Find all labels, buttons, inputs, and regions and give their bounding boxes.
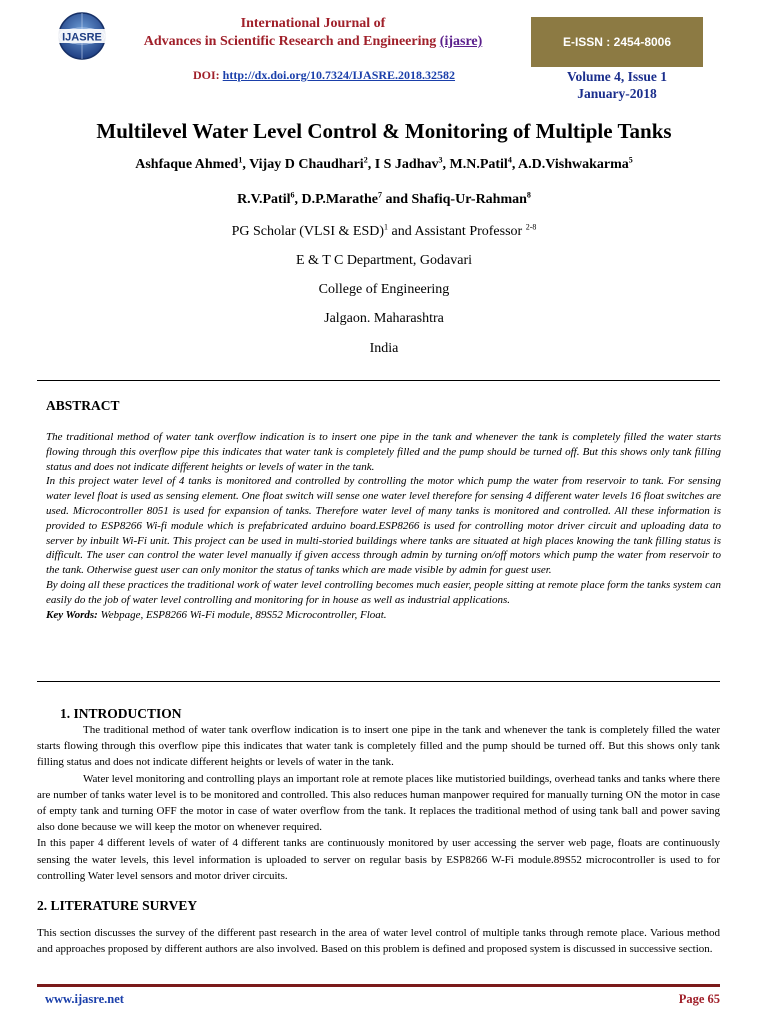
affiliation-roles: PG Scholar (VLSI & ESD)$^1$ and Assistant Professor $^{2-8}$	[231, 222, 537, 239]
authors-line-2: R.V.Patil$^6$, D.P.Marathe$^7$ and Shafiq-Ur-Rahman$^8$	[237, 190, 531, 207]
doi-line	[193, 68, 455, 83]
divider-bottom	[37, 681, 720, 682]
journal-abbr-link[interactable]: (ijasre)	[439, 34, 483, 49]
literature-body	[37, 925, 720, 957]
literature-heading: 2. LITERATURE SURVEY	[37, 898, 198, 913]
abstract-heading: ABSTRACT	[46, 398, 120, 413]
volume-info	[531, 68, 703, 102]
page-number: Page 65	[678, 992, 720, 1006]
affiliation-country: India	[369, 341, 399, 356]
introduction-heading: 1. INTRODUCTION	[60, 706, 182, 721]
volume-issue: Volume 4, Issue 1	[566, 69, 668, 84]
abstract-paragraph: In this project water level of 4 tanks is monitored and controlled by controlling the motor which pump the water from reservoir to tank. For sensing water level float is used as sensing element. One float switch will sense one water level therefore for sensing 4 different water levels 16 float switches are used. Microcontroller 8051 is used for expansion of tanks. Therefore water level of many tanks is monitored and controlled. All these information is provided to ESP8266 Wi-fi module which is prefabricated arduino board.ESP8266 is used for controlling motor driver circuit and uploading data to server by inbuilt Wi-Fi unit. This project can be used in multi-storied buildings where tanks are situated at high places knowing the tank filling status is difficult. The user can control the water level manually if given access through admin by turning on/off motors which pump the water from reservoir to the tank. Otherwise guest user can only monitor the status of tanks which are made visible by admin for guest user.	[46, 475, 721, 577]
keywords	[46, 608, 721, 623]
paper-title: Multilevel Water Level Control & Monitoring of Multiple Tanks	[96, 119, 672, 143]
abstract-paragraph: The traditional method of water tank overflow indication is to insert one pipe in the tank and whenever the tank is completely filled the water starts flowing through this overflow pipe this indicates that water tank is completely filled and the pump should be turned off. But this shows only tank filling status and does not indicate different heights or levels of water in the tank.	[46, 431, 721, 473]
intro-paragraph: Water level monitoring and controlling plays an important role at remote places like mutistoried buildings, overhead tanks and tanks where there are number of tanks water level is to be monitored and controlled. This also reduces human manpower required for manually turning ON the motor in case of empty tank and turning OFF the motor in case of water overflow from the tank. It replaces the traditional method of using tank ball and power saving also done because we will keep the motor on whenever required.	[37, 772, 720, 834]
keywords-label: Key Words:	[46, 608, 98, 621]
authors-line-1: Ashfaque Ahmed$^1$, Vijay D Chaudhari$^2$, I S Jadhav$^3$, M.N.Patil$^4$, A.D.Vishwakarma$^5$	[135, 155, 633, 172]
journal-name-line2: Advances in Scientific Research and Engineering	[143, 34, 437, 49]
journal-name	[128, 15, 498, 51]
affiliation-department: E & T C Department, Godavari	[296, 253, 472, 268]
issn-badge: E-ISSN : 2454-8006	[531, 17, 703, 67]
affiliation-city: Jalgaon. Maharashtra	[324, 311, 444, 326]
keywords-list: Webpage, ESP8266 Wi-Fi module, 89S52 Microcontroller, Float.	[97, 608, 387, 621]
affiliation-college: College of Engineering	[318, 282, 450, 297]
doi-link[interactable]: http://dx.doi.org/10.7324/IJASRE.2018.32582	[222, 68, 456, 82]
introduction-body	[37, 722, 720, 884]
footer-divider	[37, 984, 720, 987]
journal-name-line1: International Journal of	[240, 16, 386, 31]
divider-top	[37, 380, 720, 381]
footer-website[interactable]: www.ijasre.net	[45, 992, 124, 1006]
doi-label: DOI:	[193, 68, 220, 82]
issue-date: January-2018	[577, 86, 657, 101]
intro-paragraph: In this paper 4 different levels of water of 4 different tanks are continuously monitored by user accessing the server web page, floats are continuously sensing the water levels, this level information is uploaded to server on regular basis by ESP8266 W-Fi module.89S52 microcontroller is used to for controlling Water level sensors and motor driver circuits.	[37, 837, 720, 882]
literature-paragraph: This section discusses the survey of the different past research in the area of water level control of multiple tanks through remote place. Various method and approaches proposed by different authors are also involved. Based on this problem is defined and proposed system is discussed in successive section.	[37, 927, 720, 956]
logo-text: IJASRE	[62, 31, 102, 44]
abstract-body	[46, 430, 721, 622]
abstract-paragraph: By doing all these practices the traditional work of water level controlling becomes much easier, people sitting at remote place form the tanks system can easily do the job of water level controlling and monitoring for in house as well as industrial applications.	[46, 578, 721, 606]
intro-paragraph: The traditional method of water tank overflow indication is to insert one pipe in the tank and whenever the tank is completely filled the water starts flowing through this overflow pipe this indicates that water tank is completely filled and the pump should be turned off. But this shows only tank filling status and does not indicate different heights or levels of water in the tank.	[37, 724, 720, 769]
journal-logo	[42, 11, 122, 61]
